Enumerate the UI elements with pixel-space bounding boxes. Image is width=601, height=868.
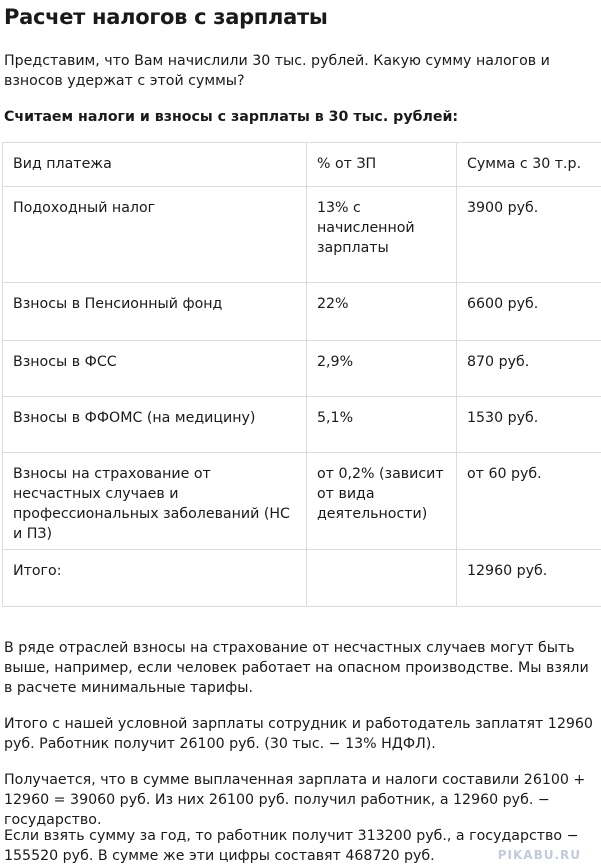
- header-cell-amount: Сумма с 30 т.р.: [457, 143, 601, 187]
- header-cell-payment-type: Вид платежа: [3, 143, 307, 187]
- table-cell: Взносы в ФФОМС (на медицину): [3, 397, 307, 453]
- table-total-row: [3, 550, 601, 607]
- watermark: PIKABU.RU: [497, 848, 581, 862]
- paragraph-total: Итого с нашей условной зарплаты сотрудник и работодатель заплатят 12960 руб. Работник получит 26100 руб. (30 тыс. − 13% НДФЛ).: [4, 716, 593, 752]
- table-cell: Взносы на страхование от несчастных случаев и профессиональных заболеваний (НС и ПЗ): [3, 453, 307, 550]
- table-cell: [307, 550, 457, 607]
- table-cell: от 0,2% (зависит от вида деятельности): [307, 453, 457, 550]
- table-caption: Считаем налоги и взносы с зарплаты в 30 тыс. рублей:: [4, 109, 459, 125]
- table-cell: 22%: [307, 283, 457, 341]
- tax-table: [2, 142, 601, 607]
- table-row: [3, 341, 601, 397]
- total-amount-cell: 12960 руб.: [457, 550, 601, 607]
- table-cell: от 60 руб.: [457, 453, 601, 550]
- table-header-row: [3, 143, 601, 187]
- table-cell: 3900 руб.: [457, 187, 601, 283]
- table-cell: 6600 руб.: [457, 283, 601, 341]
- table-cell: 13% с начисленной зарплаты: [307, 187, 457, 283]
- table-row: [3, 397, 601, 453]
- paragraph-rates-note: В ряде отраслей взносы на страхование от несчастных случаев могут быть выше, например, если человек работает на опасном производстве. Мы взяли в расчете минимальные тарифы.: [4, 640, 589, 696]
- table-row: [3, 187, 601, 283]
- table-cell: 1530 руб.: [457, 397, 601, 453]
- total-label-cell: Итого:: [3, 550, 307, 607]
- table-cell: Взносы в Пенсионный фонд: [3, 283, 307, 341]
- table-cell: 5,1%: [307, 397, 457, 453]
- table-cell: Взносы в ФСС: [3, 341, 307, 397]
- intro-paragraph: Представим, что Вам начислили 30 тыс. рублей. Какую сумму налогов и взносов удержат с этой суммы?: [4, 53, 550, 89]
- table-cell: 870 руб.: [457, 341, 601, 397]
- table-cell: Подоходный налог: [3, 187, 307, 283]
- paragraph-sum: Получается, что в сумме выплаченная зарплата и налоги составили 26100 + 12960 = 39060 руб. Из них 26100 руб. получил работник, а 12960 руб. − государство.: [4, 772, 586, 828]
- table-row: [3, 283, 601, 341]
- page-title: Расчет налогов с зарплаты: [4, 5, 328, 29]
- paragraph-yearly: Если взять сумму за год, то работник получит 313200 руб., а государство − 155520 руб. В сумме же эти цифры составят 468720 руб.: [4, 828, 579, 864]
- table-row: [3, 453, 601, 550]
- table-cell: 2,9%: [307, 341, 457, 397]
- header-cell-percent: % от ЗП: [307, 143, 457, 187]
